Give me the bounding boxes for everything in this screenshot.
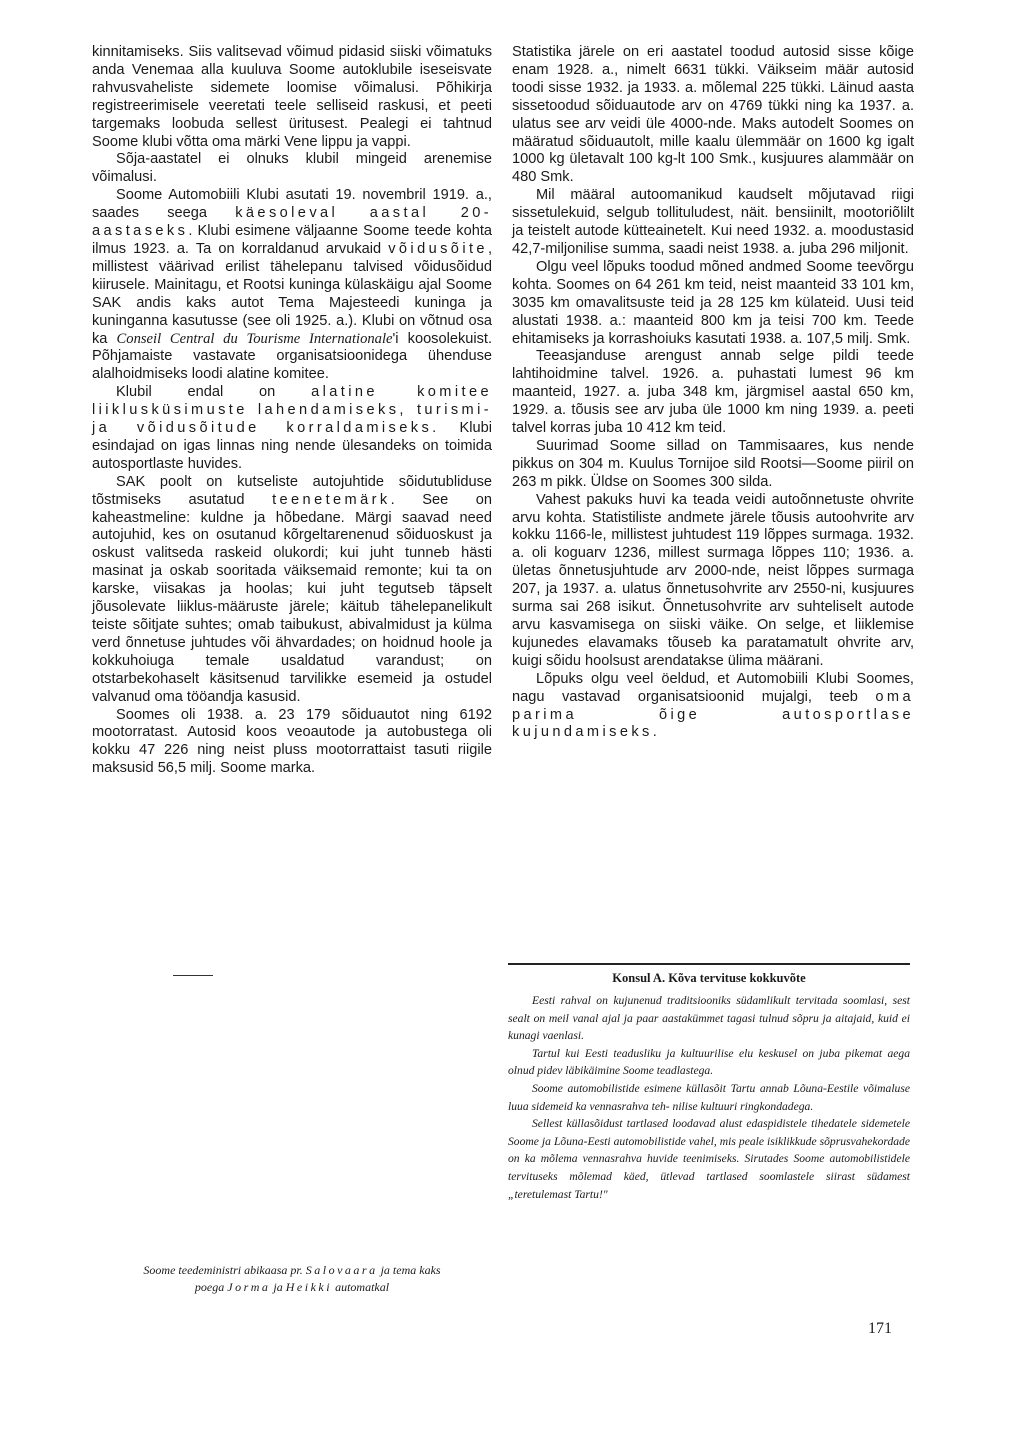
text-run: . Klubi esindajad on igas linnas ning nende ülesandeks on toimida autosportlaste huvides. <box>92 420 492 472</box>
text-run: Soome teedeministri abikaasa pr. <box>143 1263 306 1277</box>
divider <box>173 975 213 976</box>
paragraph: kinnitamiseks. Siis valitsevad võimud pidasid siiski võimatuks anda Venemaa alla kuuluva Soome autoklubile iseseisvate rahvusvaheliste sidemete loomise võimalusi. Põhikirja registreerimisele veeretati teele selliseid raskusi, et peeti targemaks loobuda sellest üritusest. Pealegi ei tahtnud Soome klubi võtta oma märki Vene lippu ja vappi. <box>92 44 492 150</box>
text-run: ja tema kaks <box>377 1263 441 1277</box>
text-run: SAK poolt on kutseliste autojuhtide sõidutubliduse tõstmiseks asutatud <box>92 473 492 508</box>
spaced-text: Heikki <box>285 1280 333 1294</box>
spaced-text: käesoleval aastal 20-aastaseks <box>92 205 492 240</box>
summary-box <box>508 963 910 1203</box>
spaced-text: oma parima õige autosportlase kujundamiseks <box>512 688 914 741</box>
paragraph: Mil määral autoomanikud kaudselt mõjutavad riigi sissetulekuid, selgub tollituludest, näit. bensiinilt, mootoriõlilt ja teistelt autode kütteainetelt. Kui need 1932. a. moodustasid 42,7-miljonilise summa, saadi neist 1938. a. juba 296 miljonit. <box>512 187 914 257</box>
summary-rule <box>508 963 910 965</box>
paragraph: Soomes oli 1938. a. 23 179 sõiduautot ning 6192 mootorratast. Autosid koos veoautode ja autobustega oli kokku 47 226 ning neist pluss mootorrattaist tasuti riigile maksusid 56,5 milj. Soome marka. <box>92 706 492 777</box>
paragraph: Olgu veel lõpuks toodud mõned andmed Soome teevõrgu kohta. Soomes on 64 261 km teid, neist maanteid 33 101 km, 3035 km omavalitsuste teid ja 28 125 km külateid. Uusi teid alustati 1938. a.: maanteid 800 km ja teisi 700 km. Teede ehitamiseks ja korrashoiuks kasutati 1938. a. 107,5 milj. Smk. <box>512 258 914 347</box>
summary-paragraph: Eesti rahval on kujunenud traditsiooniks südamlikult tervitada soomlasi, sest sealt on meil vanal ajal ja paar aastakümmet tagasi tulnud sõpru ja aitajaid, kuid ei kunagi vaenlasi. <box>508 994 910 1043</box>
spaced-text: Jorma <box>227 1280 271 1294</box>
paragraph <box>512 671 914 743</box>
spaced-text: Salovaara <box>305 1263 378 1277</box>
spaced-text: alatine komitee liiklusküsimuste lahendamiseks, turismi- ja võidusõitude korraldamiseks <box>92 384 492 437</box>
right-column <box>512 44 914 742</box>
summary-paragraph: Tartul kui Eesti teadusliku ja kultuurilise elu keskusel on juba pikemat aega olnud pidev läbikäimine Soome teadlastega. <box>508 1046 910 1078</box>
paragraph <box>92 474 492 707</box>
paragraph: Vahest pakuks huvi ka teada veidi autoõnnetuste ohvrite arvu kohta. Statistiliste andmete järele tõusis autoohvrite arv kokku 1166-le, millistest juhtudest 119 lõppes surmaga. 1932. a. oli koguarv 1236, millest surmaga lõppes 110; 1936. a. ületas õnnetusjuhtude arv 2000-nde, neist lõppes surmaga 207, ja 1937. a. ulatus õnnetusohvrite arv 2550-ni, kusjuures surma sai 268 isikut. Õnnetusohvrite arv suhteliselt autode arvu kasvamisega on siiski väike. On selge, et liiklemise kujunedes elavamaks tõuseb ka paratamatult ohvrite arv, kuigi sõidu hoolsust arendatakse ülima määrani. <box>512 491 914 669</box>
paragraph <box>92 187 492 384</box>
summary-paragraph: Soome automobilistide esimene küllasõit Tartu annab Lõuna-Eestile võimaluse luua sidemeid ka vennasrahva teh- nilise kultuuri ringkondadega. <box>508 1081 910 1113</box>
text-run: , millistest väärivad erilist tähelepanu talvised võidusõidud kiirusele. Mainitagu, et Rootsi kuninga külaskäigu ajal Soome SAK andis kaks autot Tema Majesteedi kuninga ja kuninganna kasutusse (see oli 1925. a.). Klubi on võtnud osa ka <box>92 240 492 347</box>
page-number: 171 <box>868 1320 892 1337</box>
text-run: automatkal <box>332 1280 390 1294</box>
text-run: poega <box>194 1280 228 1294</box>
text-run: 'i koosolekuist. Põhjamaiste vastavate organisatsioonidega ühenduse alalhoidmiseks loodi alatine komitee. <box>92 330 493 383</box>
text-run: . Klubi esimene väljaanne Soome teede kohta ilmus 1923. a. Ta on korraldanud arvukaid <box>92 223 492 257</box>
text-run: Klubil endal on <box>116 384 312 401</box>
text-run: . See on kaheastmeline: kuldne ja hõbedane. Märgi saavad need autojuhid, kes on osutanud kõrgeltarenenud sõiduoskust ja oskust valitseda raskeid olukordi; kui juht tunneb hästi masinat ja oskab sooritada väiksemaid remonte; kui ta on karske, viisakas ja hoolas; kui juht tegutseb täpselt jõusolevate liiklus-määruste järele; käitub tähelepanelikult teiste sõitjate suhtes; omab taibukust, abivalmidust ja külma verd õnnetuse juhtudes või ähvardades; on hoidnud hoole ja kokkuhoiuga temale usaldatud varandust; on otstarbekohaselt käsitsenud tarvilikke esemeid ja ostudel valvanud oma tööandja kasusid. <box>92 491 492 705</box>
paragraph: Statistika järele on eri aastatel toodud autosid sisse kõige enam 1928. a., nimelt 6631 tükki. Väikseim määr autosid toodi sisse 1932. ja 1933. a. mõlemal 225 tükki. Läinud aasta sissetoodud sõiduautode arv on 4769 tükki ning ka 1937. a. ulatus see arv veidi üle 4000-nde. Maks autodelt Soomes on määratud sõiduautolt, mille kaalu ülemmäär on 1600 kg igalt 1000 kg ületavalt 100 kg-lt 100 Smk., kusjuures alammäär on 480 Smk. <box>512 44 914 186</box>
paragraph <box>92 384 492 474</box>
text-run: Soome Automobiili Klubi asutati 19. novembril 1919. a., saades seega <box>92 187 492 222</box>
spaced-text: teenetemärk <box>272 491 391 508</box>
caption-line <box>92 1279 492 1296</box>
paragraph: Suurimad Soome sillad on Tammisaares, kus nende pikkus on 304 m. Kuulus Tornijoe sild Rootsi—Soome piiril on 263 m pikk. Üldse on Soomes 300 silda. <box>512 437 914 490</box>
caption-line <box>92 1262 492 1279</box>
paragraph: Sõja-aastatel ei olnuks klubil mingeid arenemise võimalusi. <box>92 151 492 186</box>
spaced-text: võidusõite <box>388 240 488 257</box>
text-run: Lõpuks olgu veel öeldud, et Automobiili Klubi Soomes, nagu vastavad organisatsioonid mujalgi, teeb <box>512 670 914 705</box>
text-run: . <box>652 724 657 741</box>
text-run: ja <box>270 1280 286 1294</box>
italic-text: Conseil Central du Tourisme Internationale <box>116 330 393 347</box>
paragraph: Teeasjanduse arengust annab selge pildi teede lahtihoidmine talvel. 1926. a. puhastati lumest 96 km maanteid, 1927. a. juba 348 km, järgmisel aastal 650 km, 1929. a. tõusis see arv juba üle 1000 km ning 1939. a. peeti talvel korras juba 10 412 km teid. <box>512 348 914 437</box>
photo-caption <box>92 1262 492 1296</box>
summary-paragraph: Sellest küllasõidust tartlased loodavad alust edaspidistele tihedatele sidemetele Soome ja Lõuna-Eesti automobilistide vahel, mis peale isiklikkude sõprusvahekordade on ka mõlema vennasrahva huvide teenimiseks. Sirutades Soome automobilistidele tervituseks mõlemad käed, ütlevad tartlased soomlastele siirast südamest „teretulemast Tartu!" <box>508 1117 910 1201</box>
left-column <box>92 44 492 778</box>
summary-title: Konsul A. Kõva tervituse kokkuvõte <box>612 971 806 985</box>
